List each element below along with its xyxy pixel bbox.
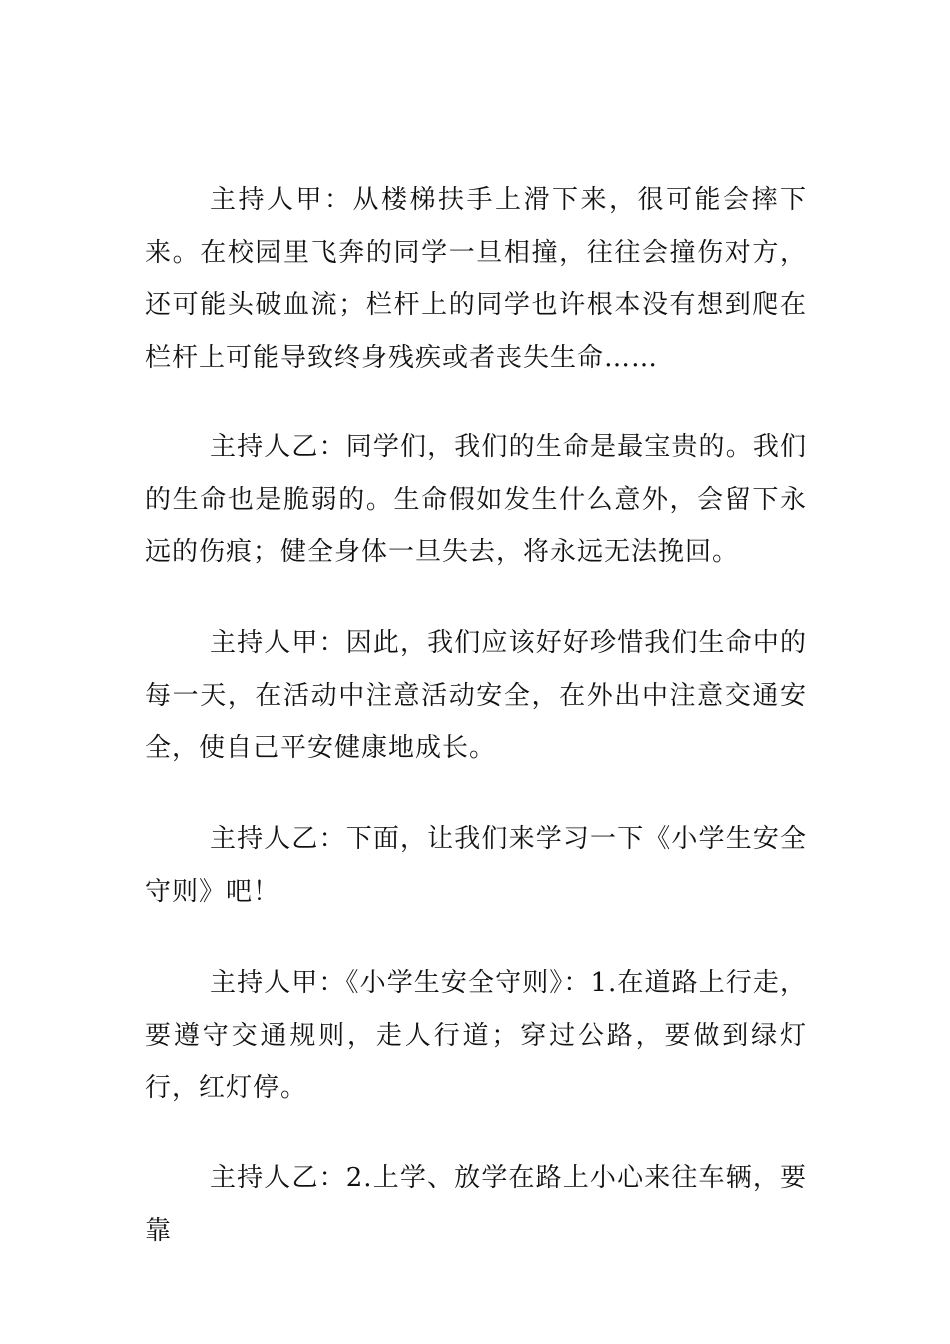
- paragraph-host-a-1: 主持人甲：从楼梯扶手上滑下来，很可能会摔下来。在校园里飞奔的同学一旦相撞，往往会撞伤对方，还可能头破血流；栏杆上的同学也许根本没有想到爬在栏杆上可能导致终身残疾或者丧失生命……: [145, 185, 807, 373]
- paragraph-host-b-3: 主持人乙：2.上学、放学在路上小心来往车辆，要靠: [145, 1163, 807, 1246]
- paragraph-host-b-2: 主持人乙：下面，让我们来学习一下《小学生安全守则》吧！: [145, 824, 807, 907]
- paragraph-host-a-3: 主持人甲：《小学生安全守则》：1.在道路上行走，要遵守交通规则，走人行道；穿过公路，要做到绿灯行，红灯停。: [145, 968, 807, 1103]
- paragraph-host-a-2: 主持人甲：因此，我们应该好好珍惜我们生命中的每一天，在活动中注意活动安全，在外出中注意交通安全，使自己平安健康地成长。: [145, 628, 807, 763]
- paragraph-host-b-1: 主持人乙：同学们，我们的生命是最宝贵的。我们的生命也是脆弱的。生命假如发生什么意外，会留下永远的伤痕；健全身体一旦失去，将永远无法挽回。: [145, 432, 807, 567]
- document-page: [145, 0, 807, 1344]
